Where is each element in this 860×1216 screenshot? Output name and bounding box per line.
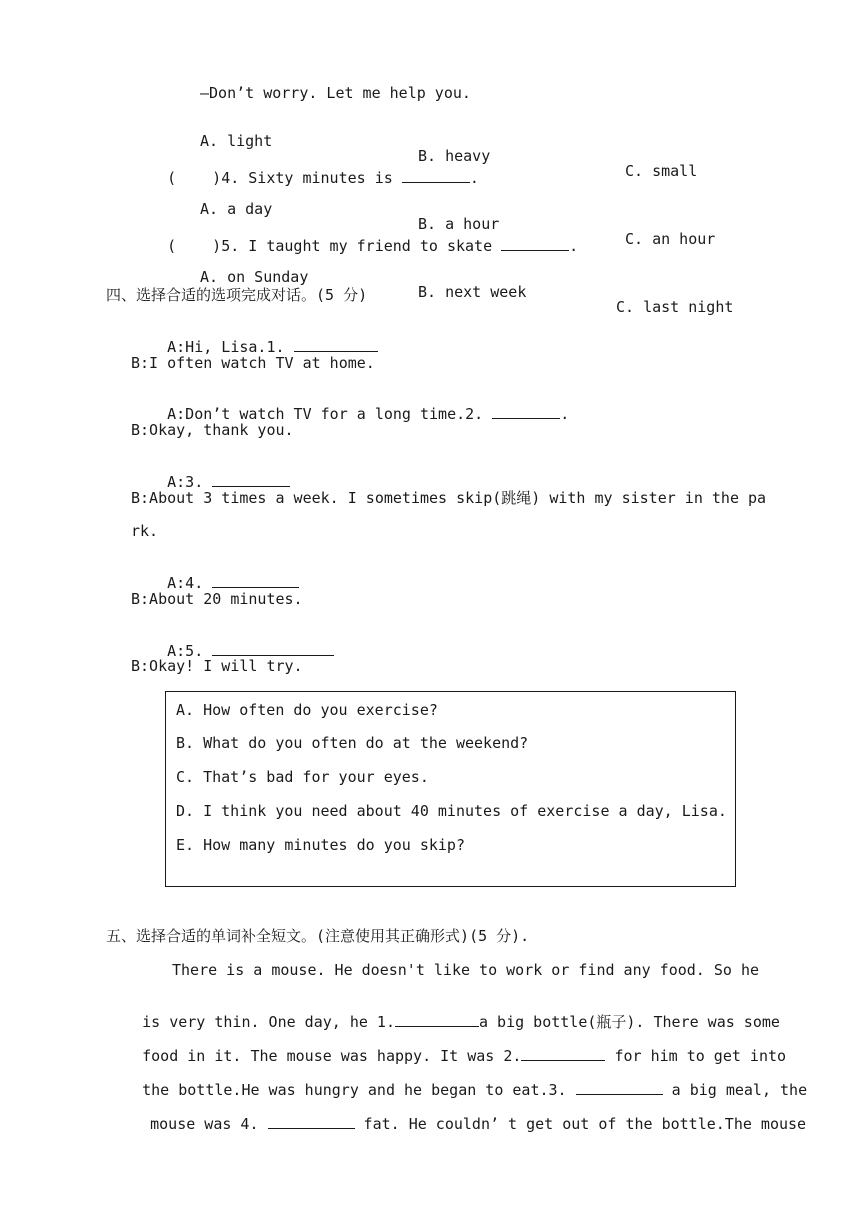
q5-suffix: . [569, 237, 579, 255]
q3-option-c[interactable]: C. small [625, 162, 698, 180]
q3-option-a[interactable]: A. light [200, 132, 273, 150]
passage-line-1: There is a mouse. He doesn't like to work or find any food. So he [172, 961, 759, 979]
q4-answer-bracket-open[interactable]: ( [167, 169, 177, 187]
q4-blank[interactable] [402, 168, 470, 183]
q5-option-a[interactable]: A. on Sunday [200, 268, 309, 286]
q3-option-b[interactable]: B. heavy [418, 147, 491, 165]
q5-answer-bracket-open[interactable]: ( [167, 237, 177, 255]
q5-blank[interactable] [501, 236, 569, 251]
dialogue-blank-5[interactable] [212, 641, 334, 656]
box-option-d: D. I think you need about 40 minutes of exercise a day, Lisa. [176, 802, 727, 820]
dialogue-text: A:5. [167, 642, 213, 660]
dialogue-line-6: B:About 3 times a week. I sometimes skip(跳绳) with my sister in the pa [131, 489, 767, 507]
dialogue-text: A:Don’t watch TV for a long time.2. [167, 405, 493, 423]
dialogue-text: . [560, 405, 570, 423]
q5-option-b[interactable]: B. next week [418, 283, 527, 301]
dialogue-blank-2[interactable] [492, 404, 560, 419]
dialogue-blank-3[interactable] [212, 472, 290, 487]
q4-text: 4. Sixty minutes is [221, 169, 402, 187]
dialogue-line-9: B:About 20 minutes. [131, 590, 303, 608]
q3-reply: —Don’t worry. Let me help you. [200, 84, 471, 102]
dialogue-text: A:Hi, Lisa.1. [167, 338, 294, 356]
q4-option-b[interactable]: B. a hour [418, 215, 500, 233]
box-option-b: B. What do you often do at the weekend? [176, 734, 529, 752]
passage-text: food in it. The mouse was happy. It was 2. [142, 1047, 522, 1065]
dialogue-text: A:3. [167, 473, 213, 491]
dialogue-blank-1[interactable] [294, 337, 378, 352]
q5-answer-bracket-close: ) [212, 237, 222, 255]
passage-text: a big meal, the [662, 1081, 808, 1099]
passage-text: is very thin. One day, he 1. [142, 1013, 395, 1031]
passage-text: for him to get into [605, 1047, 787, 1065]
passage-blank-1[interactable] [395, 1012, 479, 1027]
passage-blank-3[interactable] [576, 1080, 663, 1095]
dialogue-text: A:4. [167, 574, 213, 592]
passage-line-5 [114, 1099, 806, 1147]
box-option-e: E. How many minutes do you skip? [176, 836, 465, 854]
options-box [165, 691, 736, 887]
section-5-title: 五、选择合适的单词补全短文。(注意使用其正确形式)(5 分). [106, 927, 530, 945]
passage-text: mouse was 4. [150, 1115, 268, 1133]
passage-text: a big bottle(瓶子). There was some [479, 1013, 780, 1031]
q4-option-c[interactable]: C. an hour [625, 230, 716, 248]
q5-text: 5. I taught my friend to skate [221, 237, 502, 255]
dialogue-line-11: B:Okay! I will try. [131, 657, 303, 675]
box-option-c: C. That’s bad for your eyes. [176, 768, 429, 786]
section-4-title: 四、选择合适的选项完成对话。(5 分) [106, 286, 368, 304]
box-option-a: A. How often do you exercise? [176, 701, 438, 719]
dialogue-blank-4[interactable] [212, 573, 299, 588]
q4-option-a[interactable]: A. a day [200, 200, 273, 218]
passage-blank-4[interactable] [268, 1114, 355, 1129]
passage-text: the bottle.He was hungry and he began to eat.3. [142, 1081, 576, 1099]
q5-option-c[interactable]: C. last night [616, 298, 734, 316]
q4-answer-bracket-close: ) [212, 169, 222, 187]
dialogue-line-4: B:Okay, thank you. [131, 421, 294, 439]
dialogue-line-2: B:I often watch TV at home. [131, 354, 375, 372]
passage-text: fat. He couldn’ t get out of the bottle.The mouse [354, 1115, 807, 1133]
q4-suffix: . [469, 169, 479, 187]
passage-blank-2[interactable] [521, 1046, 605, 1061]
dialogue-line-7: rk. [131, 522, 159, 540]
